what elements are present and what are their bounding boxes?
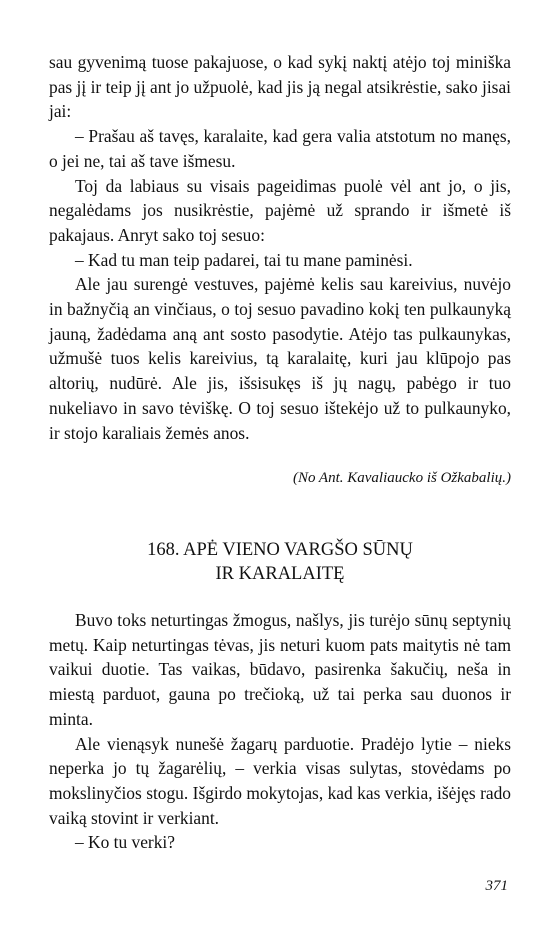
new-story-text xyxy=(49,608,511,855)
story-title-line-1: 168. APĖ VIENO VARGŠO SŪNŲ xyxy=(147,540,413,560)
dialogue-paragraph: – Prašau aš tavęs, karalaite, kad gera valia atstotum no manęs, o jei ne, tai aš tave išmesu. xyxy=(49,126,511,171)
paragraph: Ale vienąsyk nunešė žagarų parduotie. Pradėjo lytie – nieks neperka jo tų žagarėlių, – verkia visas sulytas, stovėdams po mokslinyčios stogu. Išgirdo mokytojas, kad kas verkia, išėjęs rado vaiką stovint ir verkiant. xyxy=(49,733,511,828)
page-number: 371 xyxy=(485,878,508,894)
continued-story-text xyxy=(49,50,511,445)
story-title xyxy=(49,538,511,586)
dialogue-paragraph: – Ko tu verki? xyxy=(75,832,175,853)
paragraph: sau gyvenimą tuose pakajuose, o kad sykį naktį atėjo toj miniška pas jį ir teip jį ant jo užpuolė, kad jis ją negal atsikrėstie, sako jisai jai: xyxy=(49,52,511,122)
paragraph: Ale jau surengė vestuves, pajėmė kelis sau kareivius, nuvėjo in bažnyčią an vinčiaus, o toj sesuo pavadino kokį ten pulkaunyką jauną, žadėdama aną ant sosto pasodytie. Atėjo tas pulkaunykas, užmušė tuos kelis kareivius, tą karalaitę, kuri jau klūpojo pas altorių, nudūrė. Ale jis, išsisukęs iš jų nagų, pabėgo ir tuo nukeliavo in savo tėviškę. O toj sesuo ištekėjo už to pulkaunyko, ir stojo karaliais žemės anos. xyxy=(49,274,511,443)
source-citation: (No Ant. Kavaliaucko iš Ožkabalių.) xyxy=(292,470,511,486)
dialogue-paragraph: – Kad tu man teip padarei, tai tu mane paminėsi. xyxy=(75,249,413,270)
story-title-line-2: IR KARALAITĘ xyxy=(215,564,345,584)
paragraph: Toj da labiaus su visais pageidimas puolė vėl ant jo, o jis, negalėdams jos nusikrėstie, pajėmė už sprando ir išmetė iš pakajaus. Anryt sako toj sesuo: xyxy=(49,175,511,245)
paragraph: Buvo toks neturtingas žmogus, našlys, jis turėjo sūnų septynių metų. Kaip neturtingas tėvas, jis neturi kuom pats maitytis nė tam vaikui duotie. Tas vaikas, būdavo, pasirenka šakučių, neša in miestą parduot, gauna po trečioką, už tai perka sau duonos ir minta. xyxy=(49,610,511,729)
